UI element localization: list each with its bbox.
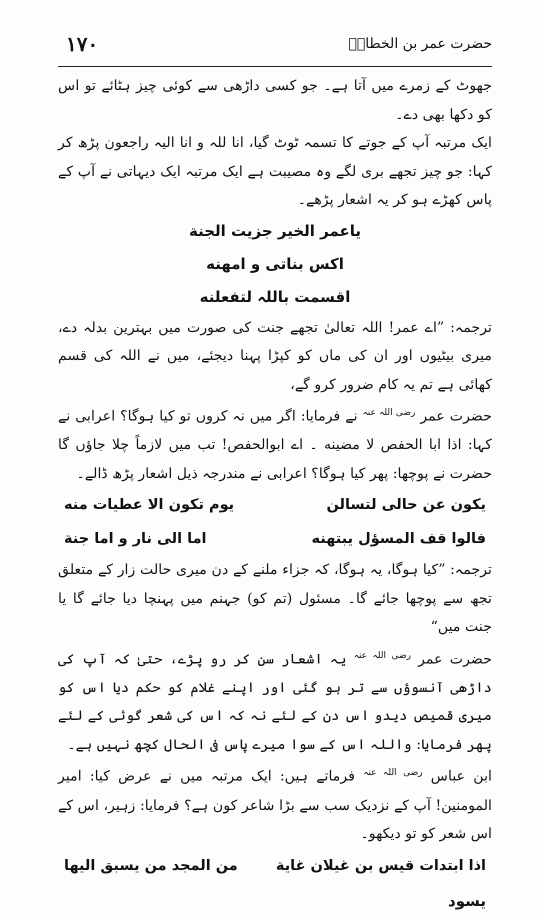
salutation-mark: رضی اللہ عنہ [362,408,416,418]
paragraph-ibn-abbas [58,759,492,848]
running-title: حضرت عمر بن الخطابؓ [348,36,492,52]
translation-paragraph-2: ترجمہ: ”کیا ہوگا، یہ ہوگا، کہ جزاء ملنے کے دن میری حالت زار کے متعلق تجھ سے پوچھا جائے گا۔ مسئول (تم کو) جہنم میں پہنچا دیا جائے گا یا جنت میں“ [58,562,492,636]
dialogue-paragraph [58,399,492,488]
page-number: ۱۷۰ [66,32,99,56]
couplet-1 [58,488,492,522]
couplet-1-left: یوم تکون الا عطیات منه [64,497,235,514]
verse-line-2: اکس بناتی و امهنه [206,254,344,273]
salutation-mark-3: رضی اللہ عنہ [363,768,423,779]
couplet-3-right: اذا ابتدات قیس بن غیلان غایة [275,857,486,874]
dialogue-subject: حضرت عمر [420,408,492,425]
ibn-abbas-text: فرماتے ہیں: ایک مرتبہ میں نے عرض کیا: امیر المومنین! آپ کے نزدیک سب سے بڑا شاعر کون ہے؟ فرمایا: زہیر، اس کے اس شعر کو تو دیکھو۔ [58,769,492,843]
verse-line-3: اقسمت باللہ لتفعلنه [199,287,351,306]
umar-name: حضرت عمر [418,651,492,668]
umar-weeps-text: یہ اشعار سن کر رو پڑے، حتیٰ کہ آپ کی داڑھی آنسوؤں سے تر ہو گئی اور اپنے غلام کو حکم دیا اس کو میری قمیص دیدو اس دن کے لئے نہ کہ اس کی شعر گوئی کے لئے پھر فرمایا: واللہ اس کے سوا میرے پاس فی الحال کچھ نہیں ہے۔ [58,651,492,753]
verse-line-1: یاعمر الخیر جزیت الجنة [188,221,362,240]
couplet-3 [58,849,492,883]
paragraph-1: جھوٹ کے زمرے میں آتا ہے۔ جو کسی داڑھی سے کوئی چیز ہٹائے تو اس کو دکھا بھی دے۔ [58,78,492,123]
translation-paragraph: ترجمہ: ”اے عمر! اللہ تعالیٰ تجھے جنت کی صورت میں بہترین بدلہ دے، میری بیٹیوں اور ان کی ماں کو کپڑا پہنا دیجئے، میں نے اللہ کی قسم کھائی ہے تم یہ کام ضرور کرو گے، [58,319,492,393]
couplet-1-right: یکون عن حالی لتسالن [326,497,486,514]
dialogue-text: نے فرمایا: اگر میں نہ کروں تو کیا ہوگا؟ اعرابی نے کہا: اذا ابا الحفص لا مضینه ۔ اے ابوالحفص! تب میں لازماً چلا جاؤں گا حضرت نے پوچھا: پھر کیا ہوگا؟ اعرابی نے مندرجہ ذیل اشعار پڑھ ڈالے۔ [58,408,492,482]
couplet-2 [58,522,492,556]
couplet-3-left: من المجد من یسبق الیها [64,857,238,874]
page-header [58,28,492,67]
paragraph-umar-weeps [58,642,492,760]
ibn-abbas-name: ابن عباس [430,769,492,786]
verse-continuation: یسود [448,891,486,910]
salutation-mark-2: رضی اللہ عنہ [353,650,411,661]
couplet-2-right: فالوا قف المسؤل یبتهنه [311,531,486,548]
couplet-2-left: اما الی نار و اما جنة [64,531,207,548]
page-body [58,72,492,919]
paragraph-2: ایک مرتبہ آپ کے جوتے کا تسمہ ٹوٹ گیا، انا للہ و انا الیہ راجعون پڑھ کر کہا: جو چیز تجھے بری لگے وہ مصیبت ہے ایک مرتبہ ایک دیہاتی نے آپ کے پاس کھڑے ہو کر یہ اشعار پڑھے۔ [58,135,492,208]
